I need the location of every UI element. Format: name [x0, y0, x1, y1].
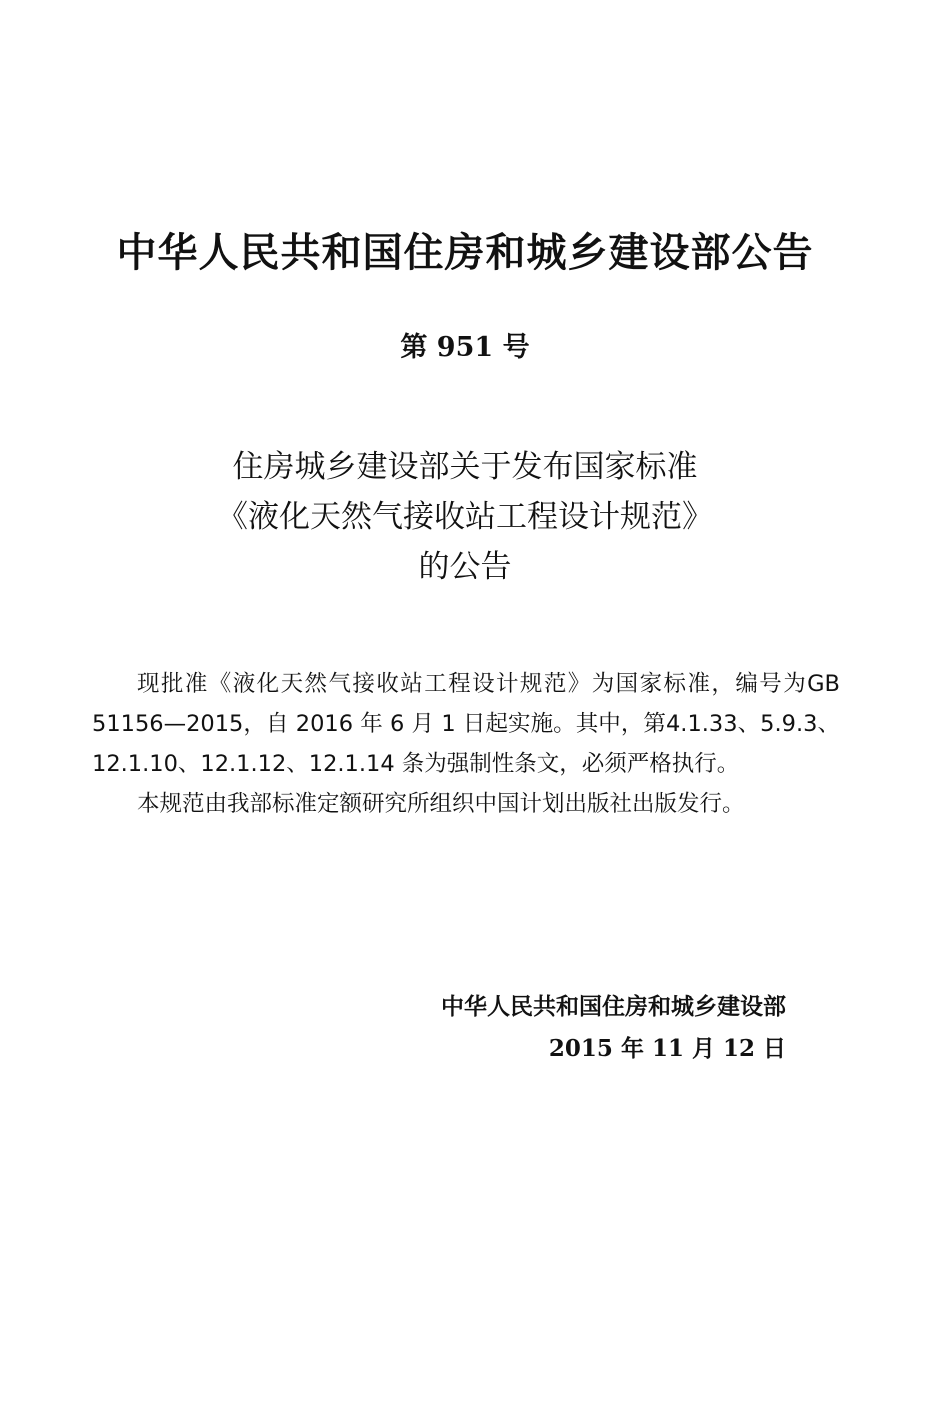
- subject-line-2: 《液化天然气接收站工程设计规范》: [217, 499, 713, 535]
- subject-line-1: 住房城乡建设部关于发布国家标准: [232, 449, 698, 485]
- body-paragraph-2: 本规范由我部标准定额研究所组织中国计划出版社出版发行。: [137, 791, 745, 817]
- notice-subject: [0, 442, 930, 592]
- signature-block: [441, 986, 786, 1070]
- issuer-name: 中华人民共和国住房和城乡建设部: [441, 994, 786, 1020]
- issue-date: 2015 年 11 月 12 日: [548, 1035, 786, 1062]
- notice-body: [92, 664, 840, 824]
- body-paragraph-1: 现批准《液化天然气接收站工程设计规范》为国家标准，编号为GB 51156—2015，自 2016 年 6 月 1 日起实施。其中，第4.1.33、5.9.3、12.1.10、12.1.12、12.1.14 条为强制性条文，必须严格执行。: [92, 671, 840, 777]
- subject-line-3: 的公告: [418, 549, 512, 585]
- notice-title: 中华人民共和国住房和城乡建设部公告: [116, 230, 814, 276]
- notice-number: 第 951 号: [400, 332, 530, 363]
